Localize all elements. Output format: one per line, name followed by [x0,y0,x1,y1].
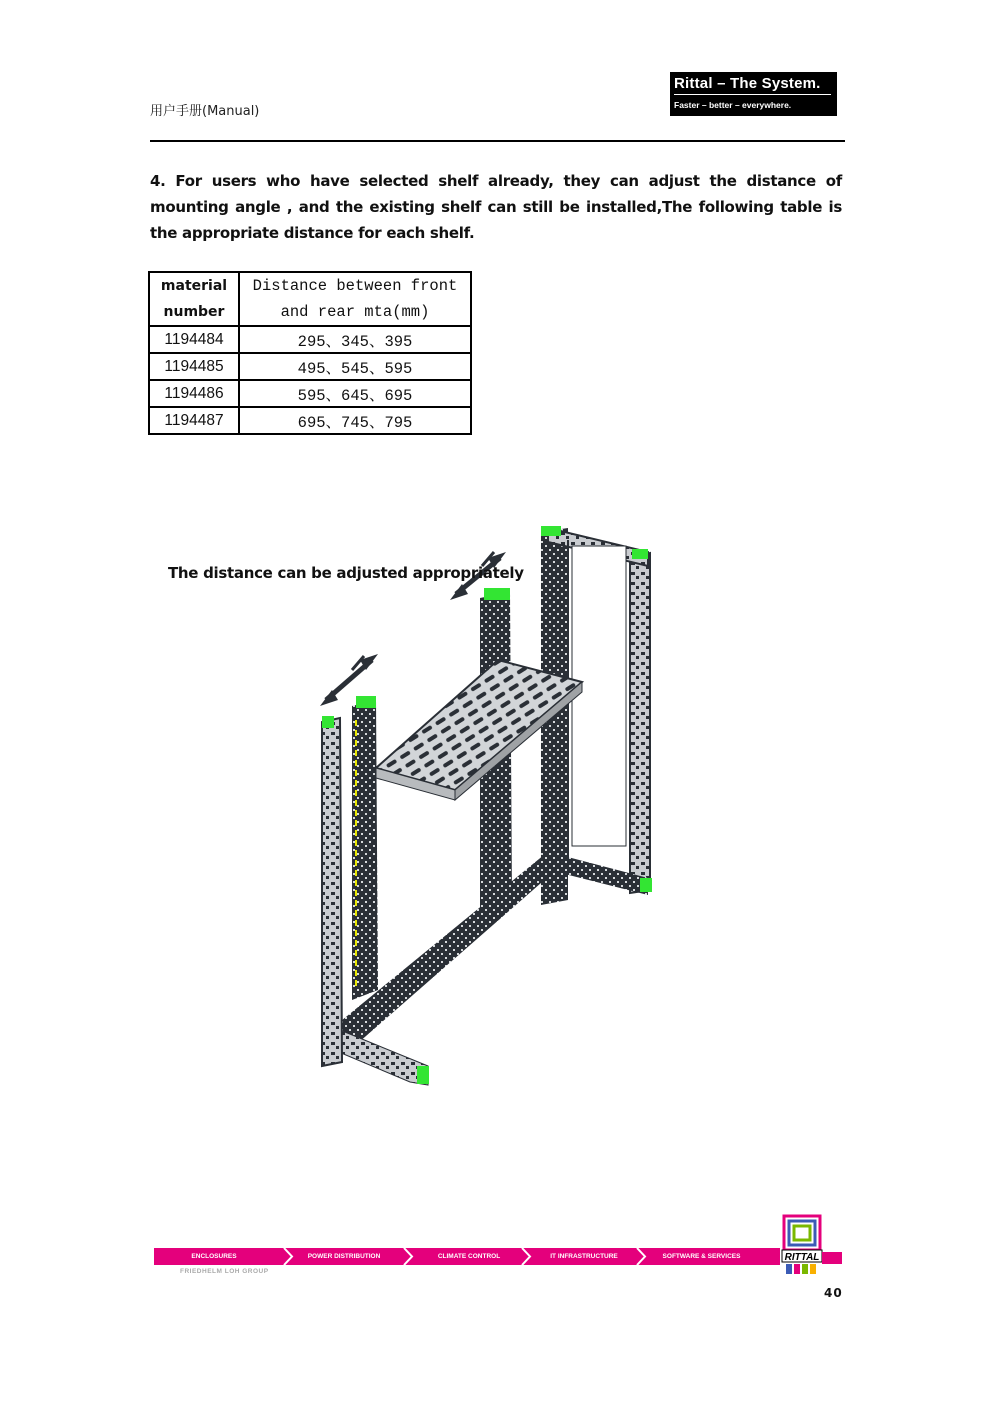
figure-caption: The distance can be adjusted appropriately [168,564,524,582]
material-number-cell: 1194485 [149,353,239,380]
front-post-right [352,696,378,1000]
instruction-paragraph: 4. For users who have selected shelf already, they can adjust the distance of mounting angle , and the existing shelf can still be installed,The following table is the appropriate distance for each shelf. [150,172,842,242]
material-number-cell: 1194484 [149,326,239,353]
material-number-cell: 1194487 [149,407,239,434]
header-col2-line1: Distance between front [252,277,458,295]
distance-cell: 495、545、595 [239,353,471,380]
logo-tagline: Faster – better – everywhere. [674,100,792,110]
page-header-title: 用户手册(Manual) [150,104,260,119]
header-col1-line1: material [160,278,228,294]
footer-segment-climate: CLIMATE CONTROL [437,1253,501,1260]
front-post-left [322,716,342,1066]
header-col1-line2: number [163,304,225,320]
footer-segment-enclosures: ENCLOSURES [191,1253,237,1260]
distance-cell: 695、745、795 [239,407,471,434]
footer-chevrons [154,1248,780,1265]
page-number: 40 [824,1286,843,1300]
rittal-brand-text: RITTAL [784,1252,820,1263]
rear-rack-frame [541,526,652,905]
material-number-cell: 1194486 [149,380,239,407]
rittal-brand-logo [780,1214,824,1276]
footer-segment-it: IT INFRASTRUCTURE [550,1253,618,1260]
header-col2-line2: and rear mta(mm) [280,303,430,321]
distance-cell: 295、345、395 [239,326,471,353]
distance-cell: 595、645、695 [239,380,471,407]
footer-segment-power: POWER DISTRIBUTION [307,1253,381,1260]
logo-main-text: Rittal – The System. [674,75,821,92]
footer-strip-right [822,1252,842,1264]
footer-segment-software: SOFTWARE & SERVICES [662,1253,741,1260]
group-name: FRIEDHELM LOH GROUP [180,1268,269,1275]
footer-banner [154,1248,780,1265]
